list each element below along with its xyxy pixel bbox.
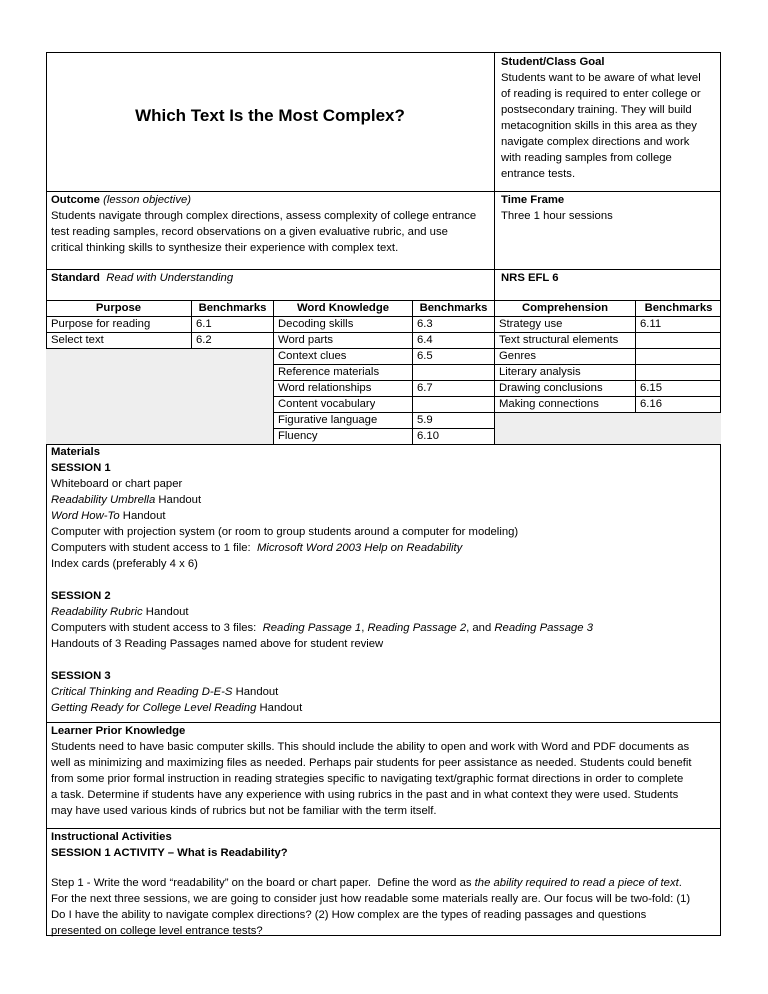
- table-cell: 6.2: [196, 334, 212, 346]
- table-cell: 6.3: [417, 318, 433, 330]
- table-cell: Making connections: [499, 398, 599, 410]
- table-cell: 6.15: [640, 382, 662, 394]
- table-cell: Genres: [499, 350, 537, 362]
- goal-line: with reading samples from college: [501, 152, 672, 164]
- session2-label: SESSION 2: [51, 590, 111, 602]
- goal-line: postsecondary training. They will build: [501, 104, 692, 116]
- goal-line: metacognition skills in this area as they: [501, 120, 697, 132]
- activity-line: For the next three sessions, we are going to consider just how readable some materials really are. Our focus will be two-fold: (1): [51, 893, 691, 905]
- material-title: Readability Umbrella: [51, 494, 156, 506]
- goal-line: of reading is required to enter college or: [501, 88, 701, 100]
- table-cell: Purpose for reading: [51, 318, 151, 330]
- material-item: Handouts of 3 Reading Passages named above for student review: [51, 638, 384, 650]
- empty-shaded-cell: [494, 412, 721, 444]
- table-cell: 6.11: [640, 318, 662, 330]
- table-cell: 6.16: [640, 398, 662, 410]
- prior-line: a task. Determine if students have any experience with using rubrics in the past and in what context they were used. Students: [51, 789, 679, 801]
- col-header-word-knowledge: Word Knowledge: [296, 302, 390, 314]
- material-title: Reading Passage 3: [494, 622, 593, 634]
- material-item: Index cards (preferably 4 x 6): [51, 558, 198, 570]
- col-header-benchmarks: Benchmarks: [198, 302, 267, 314]
- material-item: [51, 604, 189, 620]
- material-text: Handout: [142, 606, 189, 618]
- activities-label: Instructional Activities: [51, 831, 172, 843]
- table-cell: 6.4: [417, 334, 433, 346]
- goal-line: entrance tests.: [501, 168, 576, 180]
- material-item: [51, 700, 302, 716]
- table-line: [635, 300, 636, 412]
- material-item: Computer with projection system (or room to group students around a computer for modeling): [51, 526, 519, 538]
- table-cell: Fluency: [278, 430, 318, 442]
- timeframe-value: Three 1 hour sessions: [501, 210, 613, 222]
- material-title: Readability Rubric: [51, 606, 143, 618]
- material-item: [51, 540, 462, 556]
- col-header-purpose: Purpose: [95, 302, 142, 314]
- material-text: Computers with student access to 3 files:: [51, 622, 263, 634]
- table-cell: Text structural elements: [499, 334, 619, 346]
- col-header-comprehension: Comprehension: [522, 302, 608, 314]
- prior-line: Students need to have basic computer skills. This should include the ability to open and work with Word and PDF documents as: [51, 741, 690, 753]
- session3-label: SESSION 3: [51, 670, 111, 682]
- table-cell: Figurative language: [278, 414, 378, 426]
- material-title: Reading Passage 1: [262, 622, 362, 634]
- standard-value: Read with Understanding: [106, 272, 234, 284]
- material-title: Critical Thinking and Reading D-E-S: [51, 686, 233, 698]
- prior-knowledge-label: Learner Prior Knowledge: [51, 725, 186, 737]
- table-cell: 5.9: [417, 414, 433, 426]
- material-title: Getting Ready for College Level Reading: [51, 702, 257, 714]
- table-cell: 6.7: [417, 382, 433, 394]
- outcome-line: test reading samples, record observations on a given evaluative rubric, and use: [51, 226, 448, 238]
- col-header-benchmarks: Benchmarks: [419, 302, 488, 314]
- material-item: [51, 492, 201, 508]
- table-line: [273, 300, 274, 444]
- material-text: Computers with student access to 1 file:: [51, 542, 257, 554]
- prior-line: well as minimizing and maximizing files as needed. Perhaps pair students for peer assistance as needed. Students could benefit: [51, 757, 692, 769]
- table-cell: 6.5: [417, 350, 433, 362]
- standard-label: Standard: [51, 272, 100, 284]
- material-item: [51, 684, 278, 700]
- prior-line: from some prior formal instruction in reading strategies specific to navigating text/graphic format directions in order to complete: [51, 773, 684, 785]
- material-title: Reading Passage 2: [367, 622, 467, 634]
- table-line: [412, 300, 413, 444]
- step-definition: the ability required to read a piece of text: [474, 877, 679, 889]
- activity-line: presented on college level entrance tests?: [51, 925, 263, 937]
- activity-line: Do I have the ability to navigate complex directions? (2) How complex are the types of reading passages and questions: [51, 909, 647, 921]
- table-cell: 6.1: [196, 318, 212, 330]
- material-text: Handout: [256, 702, 303, 714]
- materials-label: Materials: [51, 446, 100, 458]
- material-title: Word How-To: [51, 510, 120, 522]
- session1-label: SESSION 1: [51, 462, 111, 474]
- prior-line: may have used various kinds of rubrics but not be familiar with the term itself.: [51, 805, 437, 817]
- table-cell: Strategy use: [499, 318, 563, 330]
- empty-shaded-cell: [46, 348, 273, 444]
- table-line: [494, 300, 495, 444]
- table-cell: Drawing conclusions: [499, 382, 603, 394]
- table-cell: Select text: [51, 334, 104, 346]
- material-item: [51, 508, 166, 524]
- col-header-benchmarks: Benchmarks: [644, 302, 713, 314]
- goal-line: Students want to be aware of what level: [501, 72, 701, 84]
- material-text: , and: [466, 622, 495, 634]
- table-cell: Word relationships: [278, 382, 372, 394]
- activity-session-title: SESSION 1 ACTIVITY – What is Readability?: [51, 847, 288, 859]
- table-cell: Decoding skills: [278, 318, 354, 330]
- activity-step-line: [51, 875, 682, 891]
- material-text: Handout: [119, 510, 166, 522]
- table-cell: Content vocabulary: [278, 398, 376, 410]
- page-title: Which Text Is the Most Complex?: [135, 106, 405, 125]
- step-text: .: [678, 877, 682, 889]
- table-line: [46, 444, 721, 445]
- timeframe-label: Time Frame: [501, 194, 565, 206]
- goal-line: navigate complex directions and work: [501, 136, 690, 148]
- goal-label: Student/Class Goal: [501, 56, 605, 68]
- table-cell: 6.10: [417, 430, 439, 442]
- standard-row: [51, 270, 233, 286]
- outcome-line: Students navigate through complex directions, assess complexity of college entrance: [51, 210, 477, 222]
- material-title: Microsoft Word 2003 Help on Readability: [256, 542, 463, 554]
- nrs-label: NRS EFL 6: [501, 272, 559, 284]
- outcome-label: Outcome: [51, 194, 100, 206]
- material-text: Handout: [155, 494, 202, 506]
- outcome-heading: [51, 192, 191, 208]
- material-text: Handout: [232, 686, 279, 698]
- table-cell: Literary analysis: [499, 366, 581, 378]
- material-item: [51, 620, 593, 636]
- table-cell: Word parts: [278, 334, 334, 346]
- outcome-sublabel: (lesson objective): [103, 194, 192, 206]
- table-cell: Reference materials: [278, 366, 380, 378]
- table-cell: Context clues: [278, 350, 347, 362]
- column-divider: [494, 52, 495, 300]
- outcome-line: critical thinking skills to synthesize their experience with complex text.: [51, 242, 399, 254]
- table-line: [46, 332, 721, 333]
- table-line: [46, 348, 721, 349]
- material-text: ,: [361, 622, 368, 634]
- material-item: Whiteboard or chart paper: [51, 478, 183, 490]
- step-text: Step 1 - Write the word “readability” on the board or chart paper. Define the word as: [51, 877, 475, 889]
